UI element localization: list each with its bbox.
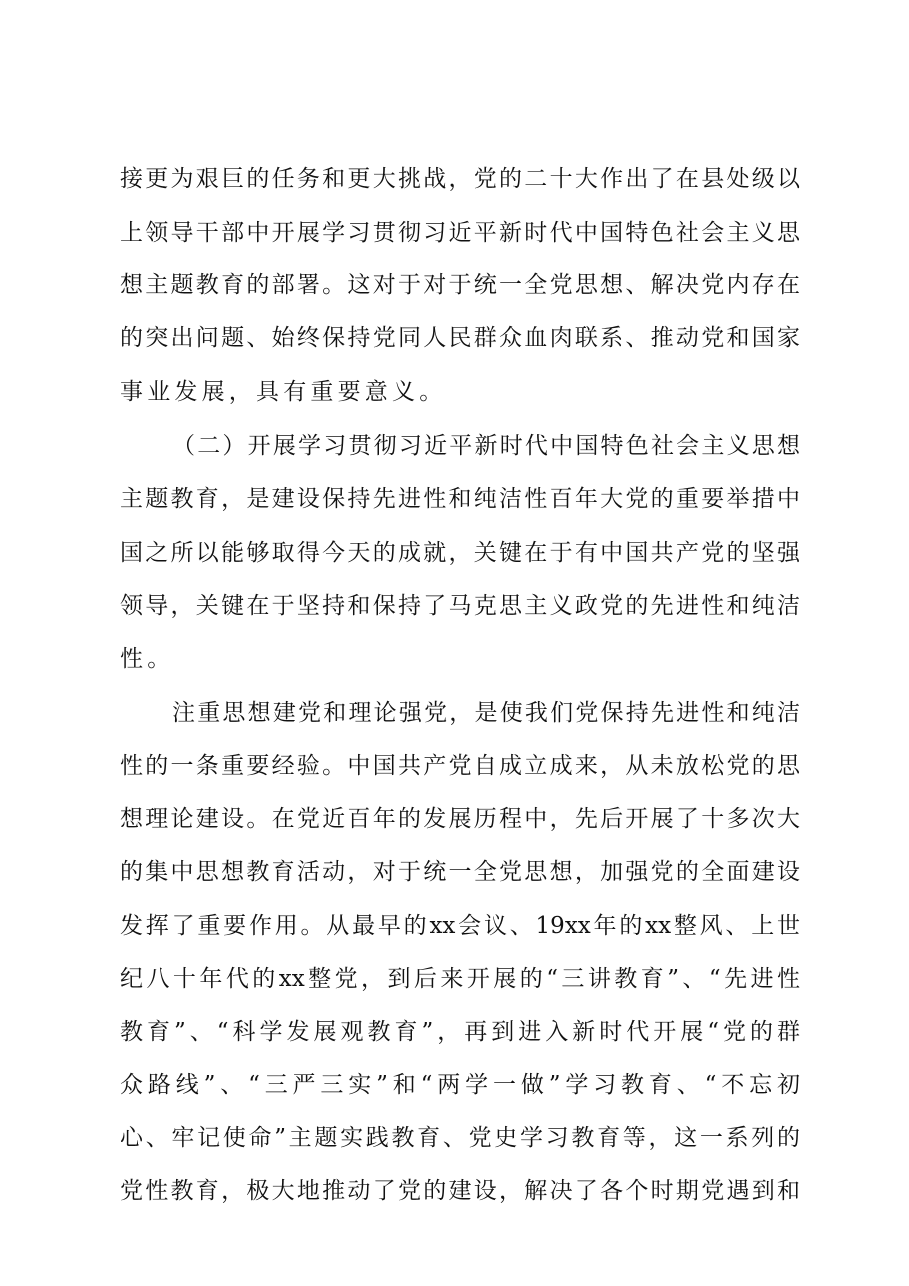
text-line: 想理论建设。在党近百年的发展历程中，先后开展了十多次大 (120, 806, 800, 832)
text-line: 领导，关键在于坚持和保持了马克思主义政党的先进性和纯洁 (120, 593, 800, 619)
text-line: 想主题教育的部署。这对于对于统一全党思想、解决党内存在 (120, 272, 800, 298)
text-line: 主题教育，是建设保持先进性和纯洁性百年大党的重要举措中 (120, 486, 800, 512)
text-line: 接更为艰巨的任务和更大挑战，党的二十大作出了在县处级以 (120, 166, 800, 192)
text-line: 发挥了重要作用。从最早的xx会议、19xx年的xx整风、上世 (120, 913, 800, 939)
section-heading-line: （二）开展学习贯彻习近平新时代中国特色社会主义思想 (172, 433, 800, 459)
text-line: 教育”、“科学发展观教育”，再到进入新时代开展“党的群 (120, 1019, 800, 1045)
text-line: 心、牢记使命”主题实践教育、党史学习教育等，这一系列的 (120, 1125, 800, 1151)
text-line: 上领导干部中开展学习贯彻习近平新时代中国特色社会主义思 (120, 220, 800, 246)
text-line: 众路线”、“三严三实”和“两学一做”学习教育、“不忘初 (120, 1072, 800, 1098)
text-line: 的集中思想教育活动，对于统一全党思想，加强党的全面建设 (120, 859, 800, 885)
text-line: 的突出问题、始终保持党同人民群众血肉联系、推动党和国家 (120, 325, 800, 351)
text-line: 国之所以能够取得今天的成就，关键在于有中国共产党的坚强 (120, 540, 800, 566)
text-line: 性的一条重要经验。中国共产党自成立成来，从未放松党的思 (120, 753, 800, 779)
text-line: 党性教育，极大地推动了党的建设，解决了各个时期党遇到和 (120, 1178, 800, 1204)
paragraph-first-line: 注重思想建党和理论强党，是使我们党保持先进性和纯洁 (172, 700, 800, 726)
text-line: 事业发展，具有重要意义。 (120, 379, 447, 405)
text-line: 性。 (120, 646, 175, 672)
text-line: 纪八十年代的xx整党，到后来开展的“三讲教育”、“先进性 (120, 966, 800, 992)
